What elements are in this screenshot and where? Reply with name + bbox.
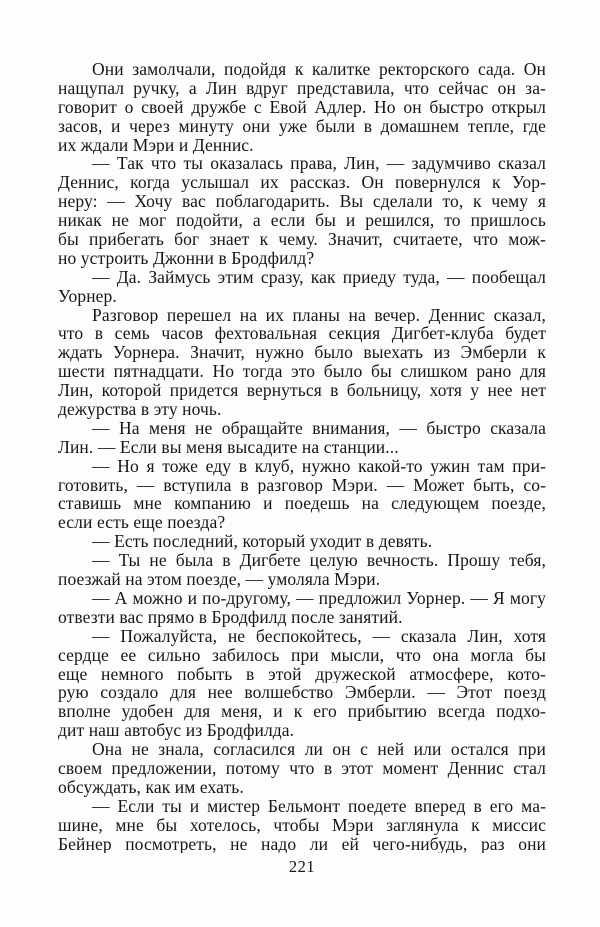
text-line: что в семь часов фехтовальная секция Дигбет-клуба будет (58, 324, 546, 344)
page-number: 221 (288, 857, 316, 876)
text-line: — Пожалуйста, не беспокойтесь, — сказала Лин, хотя (92, 626, 546, 646)
text-line: — Так что ты оказалась права, Лин, — задумчиво сказал (92, 154, 546, 174)
paragraph (58, 60, 546, 154)
text-line: вполне удобен для меня, и к его прибытию всегда подхо- (58, 702, 546, 722)
text-line: — На меня не обращайте внимания, — быстро сказала (92, 418, 546, 438)
paragraph (58, 551, 546, 589)
text-line: рую создало для нее волшебство Эмберли. — Этот поезд (58, 683, 546, 703)
text-line: Уорнер. (58, 286, 117, 306)
text-line: но устроить Джонни в Бродфилд? (58, 248, 315, 268)
text-line: нащупал ручку, а Лин вдруг представила, что сейчас он за- (58, 78, 546, 98)
text-line: Бейнер посмотреть, не надо ли ей чего-нибудь, раз они (58, 834, 546, 854)
text-line: Лин. — Если вы меня высадите на станции... (58, 437, 399, 457)
paragraph (58, 457, 546, 533)
text-line: шине, мне бы хотелось, чтобы Мэри заглянула к миссис (58, 815, 546, 835)
text-line: Лин, которой придется вернуться в больницу, хотя у нее нет (58, 381, 546, 401)
text-line: говорит о своей дружбе с Евой Адлер. Но он быстро открыл (58, 97, 546, 117)
paragraph (58, 268, 546, 306)
text-line: — Да. Займусь этим сразу, как приеду туда, — пообещал (92, 267, 546, 287)
text-line: — Есть последний, который уходит в девять. (92, 532, 433, 552)
paragraph (58, 797, 546, 854)
text-line: дит наш автобус из Бродфилда. (58, 721, 295, 741)
text-line: своем предложении, потому что в этот момент Деннис стал (58, 758, 546, 778)
paragraph (58, 627, 546, 740)
text-line: сердце ее сильно забилось при мысли, что она могла бы (58, 645, 546, 665)
text-line: — Но я тоже еду в клуб, нужно какой-то ужин там при- (92, 456, 546, 476)
text-line: обсуждать, как им ехать. (58, 777, 244, 797)
text-block (58, 60, 546, 853)
paragraph (58, 306, 546, 419)
text-line: готовить, — вступила в разговор Мэри. — Может быть, со- (58, 475, 546, 495)
text-line: если есть еще поезда? (58, 513, 226, 533)
paragraph (58, 532, 546, 551)
text-line: Деннис, когда услышал их рассказ. Он повернулся к Уор- (58, 173, 546, 193)
text-line: поезжай на этом поезде, — умоляла Мэри. (58, 570, 381, 589)
text-line: ставишь мне компанию и поедешь на следующем поезде, (58, 494, 546, 514)
text-line: Разговор перешел на их планы на вечер. Деннис сказал, (92, 305, 546, 325)
text-line: шести пятнадцати. Но тогда это было бы слишком рано для (58, 362, 546, 382)
text-line: отвезти вас прямо в Бродфилд после занятий. (58, 607, 403, 627)
text-line: еще немного побыть в этой дружеской атмосфере, кото- (58, 664, 546, 684)
text-line: их ждали Мэри и Деннис. (58, 135, 254, 155)
text-line: неру: — Хочу вас поблагодарить. Вы сделали то, к чему я (58, 192, 546, 212)
paragraph (58, 154, 546, 267)
text-line: дежурства в эту ночь. (58, 400, 222, 419)
paragraph (58, 740, 546, 797)
text-line: бы прибегать бог знает к чему. Значит, считаете, что мож- (58, 230, 546, 249)
text-line: Она не знала, согласился ли он с ней или остался при (92, 740, 546, 759)
paragraph (58, 419, 546, 457)
text-line: ждать Уорнера. Значит, нужно было выехать из Эмберли к (58, 343, 546, 363)
paragraph (58, 589, 546, 627)
text-line: Они замолчали, подойдя к калитке ректорского сада. Он (92, 60, 546, 79)
text-line: — А можно и по-другому, — предложил Уорнер. — Я могу (92, 588, 546, 608)
text-line: — Если ты и мистер Бельмонт поедете вперед в его ма- (92, 796, 546, 816)
text-line: — Ты не была в Дигбете целую вечность. Прошу тебя, (92, 551, 546, 571)
text-line: никак не мог подойти, а если бы и решился, то пришлось (58, 211, 546, 231)
text-line: засов, и через минуту они уже были в домашнем тепле, где (58, 116, 546, 136)
